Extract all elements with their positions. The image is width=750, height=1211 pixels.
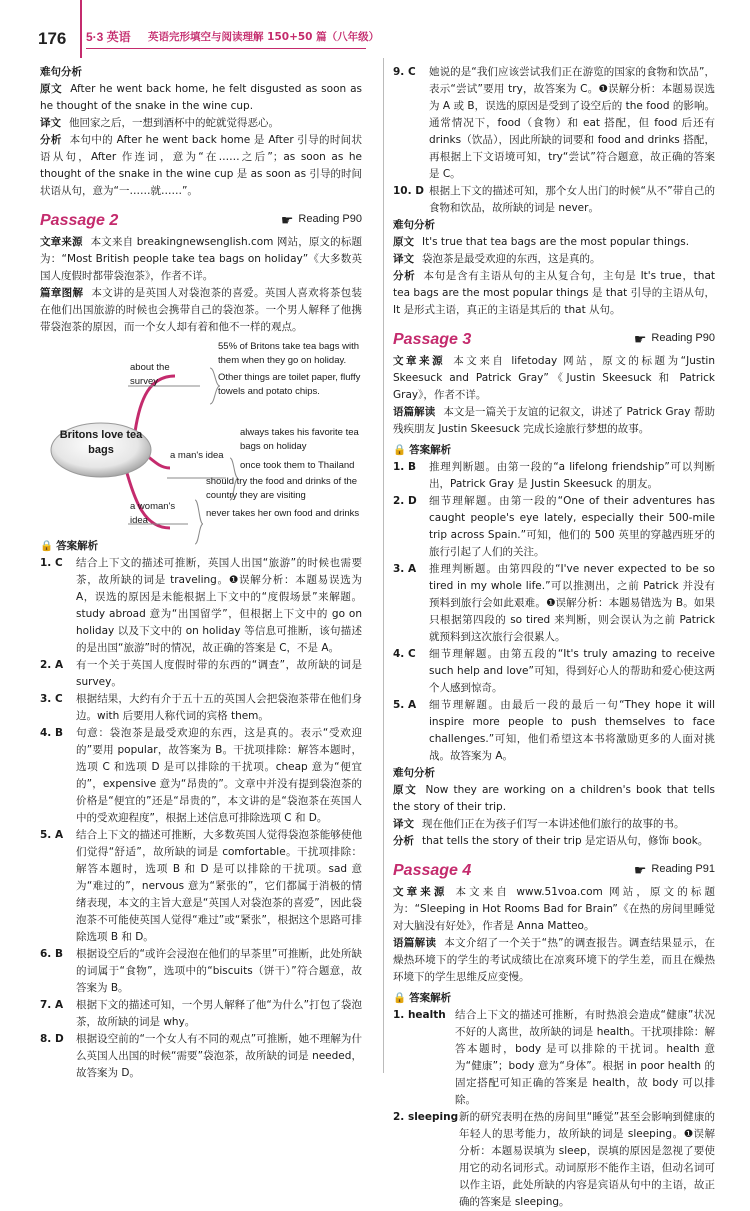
passage-4-header (393, 858, 715, 884)
article-source: 文章来源 本文来自 lifetoday 网站，原文的标题为“Justin Skeesuck and Patrick Gray”《Justin Skeesuck 和 Patrick Gray》，作者不详。 (393, 354, 716, 401)
translation: 译文 现在他们正在为孩子们写一本讲述他们旅行的故事的书。 (393, 817, 685, 830)
column-divider (383, 58, 384, 1073)
original-sentence: 原文 It's true that tea bags are the most popular things. (393, 236, 690, 248)
answer-item: 2. sleeping 新的研究表明在热的房间里“睡觉”甚至会影响到健康的年轻人的思考能力，故所缺的词是 sleeping。❶误解分析：本题易误填为 sleep，误填的原因是忽视了要使用它的动名词形式。动词原形不能作主语，但动名词可以作主语，此处所缺的内容是宾语从句中的主语，故正确的答案是 sleeping。 (393, 1110, 715, 1208)
answer-item: 8. D 根据设空前的“一个女人有不同的观点”可推断，她不理解为什么英国人出国的时候“需要”袋泡茶，故所缺的词是 needed，故答案为 D。 (40, 1032, 362, 1079)
source-label: 文章来源 (40, 235, 83, 248)
brand-label: 5·3 英语 (86, 30, 131, 44)
mind-map (40, 338, 362, 534)
passage-3-header (393, 327, 715, 353)
lock-icon: 🔒 (393, 991, 407, 1004)
survey-item-2: Other things are toilet paper, fluffy towels and potato chips. (218, 371, 361, 397)
answer-item: 5. A 结合上下文的描述可推断，大多数英国人觉得袋泡茶能够使他们觉得“舒适”，故所缺的词是 comfortable。干扰项排除：解答本题时，选项 B 和 D 是可以排除的干扰项。sad 意为“难过的”，nervous 意为“紧张的”，它们都属于消极的情绪表现，本文的主旨大意是“英国人对袋泡茶的喜爱”，因此袋泡茶不可能使英国人觉得“难过”或“紧张”，根据这个思路可排除选项 B 和 D。 (40, 828, 362, 943)
analysis: 分析 that tells the story of their trip 是定语从句，修饰 book。 (393, 834, 709, 847)
translation-label: 译文 (40, 117, 61, 129)
answer-item: 1. health 结合上下文的描述可推断，有时热浪会造成“健康”状况不好的人离世，故所缺的词是 health。干扰项排除：解答本题时，body 是可以排除的干扰词。health 意为“健康”；body 意为“身体”。根据 in poor health 的固定搭配可知正确的答案是 health，故 body 可以排除。 (393, 1008, 715, 1106)
answer-item: 1. B 推理判断题。由第一段的“a lifelong friendship”可以判断出，Patrick Gray 是 Justin Skeesuck 的朋友。 (393, 460, 715, 490)
outline-text: 本文讲的是英国人对袋泡茶的喜爱。英国人喜欢将茶包装在他们出国旅游的时候也会携带自己的袋泡茶。一个男人解释了他携带袋泡茶的原因，而一个女人却有着和他不一样的观点。 (40, 286, 363, 333)
reading-ref: ☛ Reading P90 (634, 328, 715, 351)
branch-survey-label: about the survey (130, 361, 170, 387)
man-item-2: once took them to Thailand (240, 459, 355, 471)
article-source (40, 234, 362, 285)
outline-label: 篇章图解 (40, 286, 84, 299)
man-item-1: always takes his favorite tea bags on holiday (240, 426, 359, 452)
pointing-hand-icon: ☛ (280, 212, 294, 228)
answer-item: 9. C 她说的是“我们应该尝试我们正在游览的国家的食物和饮品”，表示“尝试”要用 try，故答案为 C。❶误解分析：本题易误选为 A 或 B，误选的原因是受到了设空后的 the food 的影响。通常情况下，food（食物）和 eat 搭配，但 food 后还有 drinks（饮品），因此所缺的词要和 food and drinks 搭配，再根据上下文语境可知，try“尝试”符合题意，故正确的答案是 C。 (393, 66, 715, 180)
left-column (40, 64, 362, 1082)
lock-icon: 🔒 (40, 539, 54, 552)
original-sentence (40, 81, 362, 115)
answer-item: 10. D 根据上下文的描述可知，那个女人出门的时候“从不”带自己的食物和饮品，故所缺的词是 never。 (393, 185, 715, 214)
section-heading: 难句分析 (393, 219, 435, 231)
original-sentence: 原文 Now they are working on a children's book that tells the story of their trip. (393, 783, 715, 813)
woman-item-1: should try the food and drinks of the country they are visiting (206, 475, 358, 501)
lock-icon: 🔒 (393, 443, 407, 456)
content-interpretation: 语篇解读 本文是一篇关于友谊的记叙文，讲述了 Patrick Gray 帮助残疾朋友 Justin Skeesuck 完成长途旅行梦想的故事。 (393, 405, 716, 435)
survey-item-1: 55% of Britons take tea bags with them when they go on holiday. (218, 340, 359, 366)
answer-item: 4. C 细节理解题。由第五段的“It's truly amazing to receive such help and love”可知，得到好心人的帮助和爱心使这两个人感到惊奇。 (393, 647, 715, 694)
article-source: 文章来源 本文来自 www.51voa.com 网站，原文的标题为：“Sleeping in Hot Rooms Bad for Brain”《在热的房间里睡觉对大脑没有好处》，作者是 Anna Matteo。 (393, 885, 715, 932)
right-column (393, 64, 715, 1211)
reading-ref: ☛ Reading P91 (634, 859, 715, 882)
header-underline (86, 48, 366, 49)
original-text: After he went back home, he felt disgusted as soon as he thought of the snake in the wine cup. (40, 83, 363, 112)
translation: 译文 袋泡茶是最受欢迎的东西，这是真的。 (393, 253, 601, 265)
reading-page: Reading P90 (298, 213, 362, 226)
section-heading: 难句分析 (40, 66, 82, 78)
analysis: 分析 本句是含有主语从句的主从复合句，主句是 It's true，that tea bags are the most popular things 是 that 引导的主语从句，It 是形式主语，真正的主语是其后的 that 从句。 (393, 270, 715, 316)
header-divider (80, 0, 82, 58)
analysis (40, 132, 362, 200)
mind-map-center: Britons love tea bags (59, 428, 143, 456)
branch-man-label: a man's idea (170, 449, 224, 461)
answers-heading: 🔒 答案解析 (40, 539, 99, 552)
answer-item: 3. A 推理判断题。由第四段的“I've never expected to be so tired in my whole life.”可以推测出，之前 Patrick 并没有预料到旅行会如此艰难。❶误解分析：本题易错选为 B。如果只根据第四段的 so tired 来判断，则会误认为之前 Patrick 就预料到这次旅行会很累人。 (393, 562, 715, 643)
reading-ref (281, 209, 362, 232)
analysis-text: 本句中的 After he went back home 是 After 引导的时间状语从句，After 作连词，意为“在……之后”；as soon as he thought of the snake in the wine cup 是 as soon as 引导的时间状语从句，意为“一……就……”。 (40, 134, 362, 197)
analysis-label: 分析 (40, 134, 62, 146)
source-text: 本文来自 breakingnewsenglish.com 网站，原文的标题为：“Most British people take tea bags on holiday”《大多数英国人度假时都带袋泡茶》，作者不详。 (40, 235, 362, 282)
pointing-hand-icon: ☛ (633, 331, 647, 347)
answer-item: 2. A 有一个关于英国人度假时带的东西的“调查”，故所缺的词是 survey。 (40, 658, 362, 688)
content-interpretation: 语篇解读 本文介绍了一个关于“热”的调查报告。调查结果显示，在燥热环境下的学生的考试成绩比在凉爽环境下的学生差，而且在燥热环境下的学生思维反应变慢。 (393, 936, 715, 983)
page-header (0, 0, 750, 46)
answer-item: 2. D 细节理解题。由第一段的“One of their adventures has caught people's eye lately, especially their 500-mile trip across Spain.”可知，他们的 500 英里的穿越西班牙的旅行引起了人们的关注。 (393, 494, 715, 558)
answers-heading: 🔒 答案解析 (393, 443, 452, 456)
original-label: 原文 (40, 83, 63, 95)
translation (40, 115, 362, 132)
answers-heading: 🔒 答案解析 (393, 991, 452, 1004)
passage-2-title: Passage 2 (40, 212, 119, 229)
translation-text: 他回家之后，一想到酒杯中的蛇就觉得恶心。 (69, 117, 279, 129)
passage-4-title: Passage 4 (393, 861, 472, 879)
branch-woman-label: a woman's idea (130, 500, 176, 526)
answer-item: 7. A 根据下文的描述可知，一个男人解释了他“为什么”打包了袋泡茶，故所缺的词是 why。 (40, 998, 362, 1028)
passage-3-title: Passage 3 (393, 331, 472, 348)
answer-item: 6. B 根据设空后的“或许会浸泡在他们的早茶里”可推断，此处所缺的词属于“食物”，选项中的“biscuits（饼干）”符合题意，故答案为 B。 (40, 947, 362, 994)
answer-item: 1. C 结合上下文的描述可推断，英国人出国“旅游”的时候也需要茶，故所缺的词是 traveling。❶误解分析：本题易误选为 A，误选的原因是未能根据上下文中的“度假场景”来解题。study abroad 意为“出国留学”，但根据上下文中的 go on holiday 以及下文中的 on holiday 等信息可推断，该句描述的是出国“旅游”时的情况，故正确的答案是 C，不是 A。 (40, 556, 362, 654)
passage-2-header (40, 208, 362, 234)
difficult-sentence-section (393, 765, 715, 850)
page-number: 176 (38, 29, 67, 48)
article-outline (40, 285, 362, 336)
woman-item-2: never takes her own food and drinks (206, 507, 360, 519)
pointing-hand-icon: ☛ (633, 861, 647, 878)
difficult-sentence-section (393, 217, 715, 319)
answer-item: 4. B 句意：袋泡茶是最受欢迎的东西，这是真的。表示“受欢迎的”要用 popular，故答案为 B。干扰项排除：解答本题时，选项 C 和选项 D 是可以排除的干扰项。cheap 意为“便宜的”，expensive 意为“昂贵的”。文章中并没有提到袋泡茶的价格是“便宜的”还是“昂贵的”，本文讲的是“袋泡茶在英国人中的受欢迎程度”，根据上述信息可排除选项 C 和 D。 (40, 726, 362, 824)
answer-item: 3. C 根据结果，大约有介于五十五的英国人会把袋泡茶带在他们身边。with 后要用人称代词的宾格 them。 (40, 692, 362, 722)
difficult-sentence-section (40, 64, 362, 200)
book-title: 英语完形填空与阅读理解 150+50 篇（八年级） (148, 31, 380, 43)
section-heading: 难句分析 (393, 766, 435, 779)
answer-item: 5. A 细节理解题。由最后一段的最后一句“They hope it will inspire more people to push themselves to face challenges.”可知，他们希望这本书将激励更多的人面对挑战。故答案为 A。 (393, 698, 715, 762)
